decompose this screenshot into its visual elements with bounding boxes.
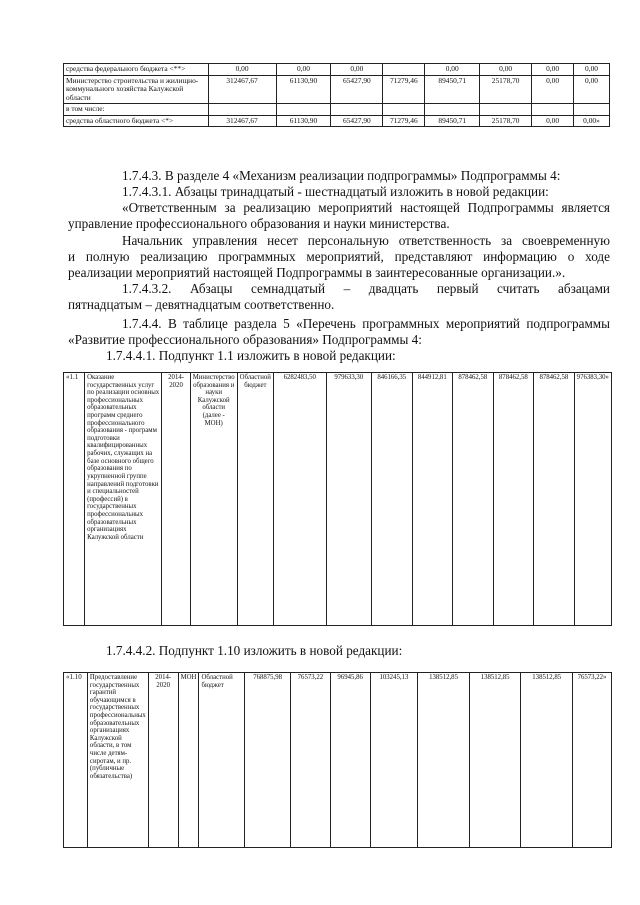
paragraph: 1.7.4.4.2. Подпункт 1.10 изложить в новой редакции: bbox=[106, 643, 403, 658]
paragraph: 1.7.4.3.1. Абзацы тринадцатый - шестнадцатый изложить в новой редакции: bbox=[122, 184, 549, 199]
cell-value: 65427,90 bbox=[331, 115, 383, 127]
row-label: Министерство строительства и жилищно-коммунального хозяйства Калужской области bbox=[64, 75, 209, 104]
table-row bbox=[64, 104, 610, 116]
cell-value bbox=[276, 104, 331, 116]
row-label: средства федерального бюджета <**> bbox=[64, 64, 209, 76]
row-number: «1.10 bbox=[64, 673, 88, 848]
cell-value: 0,00 bbox=[331, 64, 383, 76]
cell-value: 0,00 bbox=[532, 75, 574, 104]
period: 2014-2020 bbox=[162, 373, 190, 626]
cell-value: 979633,30 bbox=[326, 373, 371, 626]
cell-value bbox=[383, 104, 425, 116]
paragraph: реализации мероприятий настоящей Подпрограммы в заинтересованные организации.». bbox=[68, 265, 566, 280]
executor: МОН bbox=[178, 673, 199, 848]
cell-value: 61130,90 bbox=[276, 75, 331, 104]
cell-value: 0,00 bbox=[480, 64, 532, 76]
cell-value bbox=[331, 104, 383, 116]
cell-value bbox=[208, 104, 276, 116]
cell-value: 65427,90 bbox=[331, 75, 383, 104]
paragraph: 1.7.4.4. В таблице раздела 5 «Перечень программных мероприятий подпрограммы bbox=[122, 316, 610, 331]
cell-value bbox=[532, 104, 574, 116]
table-row bbox=[64, 373, 612, 626]
cell-value: 0,00 bbox=[532, 115, 574, 127]
cell-value: 0,00 bbox=[574, 75, 610, 104]
cell-value: 89450,71 bbox=[425, 75, 480, 104]
cell-value: 71279,46 bbox=[383, 115, 425, 127]
cell-value: 89450,71 bbox=[425, 115, 480, 127]
cell-value: 846166,35 bbox=[372, 373, 413, 626]
cell-value bbox=[480, 104, 532, 116]
row-number: «1.1 bbox=[64, 373, 85, 626]
cell-value: 0,00 bbox=[276, 64, 331, 76]
table-row bbox=[64, 115, 610, 127]
paragraph: 1.7.4.4.1. Подпункт 1.1 изложить в новой редакции: bbox=[106, 348, 396, 363]
cell-value: 768875,98 bbox=[245, 673, 291, 848]
cell-value bbox=[383, 64, 425, 76]
paragraph: «Ответственным за реализацию мероприятий настоящей Подпрограммы является bbox=[122, 200, 610, 215]
cell-value: 71279,46 bbox=[383, 75, 425, 104]
cell-value: 25178,70 bbox=[480, 115, 532, 127]
funding-source: Областной бюджет bbox=[237, 373, 273, 626]
paragraph: и полную реализацию программных мероприятий, представляют информацию о ходе bbox=[68, 249, 610, 264]
cell-value: 878462,58 bbox=[453, 373, 494, 626]
table-row bbox=[64, 673, 612, 848]
program-table-row-1-1 bbox=[63, 372, 612, 626]
paragraph: 1.7.4.3. В разделе 4 «Механизм реализации подпрограммы» Подпрограммы 4: bbox=[122, 168, 561, 183]
cell-value: 138512,85 bbox=[521, 673, 573, 848]
executor: Министерство образования и науки Калужской области (далее - МОН) bbox=[190, 373, 237, 626]
cell-value: 0,00» bbox=[574, 115, 610, 127]
row-label: в том числе: bbox=[64, 104, 209, 116]
paragraph: «Развитие профессионального образования» Подпрограммы 4: bbox=[68, 332, 422, 347]
cell-value: 878462,58 bbox=[534, 373, 575, 626]
cell-value: 0,00 bbox=[574, 64, 610, 76]
paragraph: Начальник управления несет персональную ответственность за своевременную bbox=[122, 233, 610, 248]
cell-value: 61130,90 bbox=[276, 115, 331, 127]
measure-name: Оказание государственных услуг по реализации основных профессиональных образовательных программ среднего профессионального образования - программ подготовки квалифицированных рабочих, служащих на базе основного общего образования по укрупненной группе направлений подготовки и специальностей (профессий) в государственных профессиональных образовательных организациях Калужской области bbox=[85, 373, 162, 626]
cell-value: 844912,81 bbox=[412, 373, 453, 626]
cell-value: 312467,67 bbox=[208, 75, 276, 104]
cell-value bbox=[425, 104, 480, 116]
cell-value bbox=[574, 104, 610, 116]
cell-value: 0,00 bbox=[425, 64, 480, 76]
cell-value: 96945,86 bbox=[330, 673, 370, 848]
cell-value: 103245,13 bbox=[370, 673, 418, 848]
paragraph: управление профессионального образования и науки министерства. bbox=[68, 216, 450, 231]
cell-value: 878462,58 bbox=[493, 373, 534, 626]
paragraph: пятнадцатым – девятнадцатым соответственно. bbox=[68, 297, 335, 312]
period: 2014-2020 bbox=[148, 673, 178, 848]
table-row bbox=[64, 64, 610, 76]
cell-value: 0,00 bbox=[532, 64, 574, 76]
cell-value: 76573,22 bbox=[291, 673, 331, 848]
cell-value: 138512,85 bbox=[418, 673, 470, 848]
row-label: средства областного бюджета <*> bbox=[64, 115, 209, 127]
funding-source: Областной бюджет bbox=[199, 673, 245, 848]
cell-value: 25178,70 bbox=[480, 75, 532, 104]
cell-value: 6282483,50 bbox=[273, 373, 326, 626]
cell-value: 76573,22» bbox=[573, 673, 612, 848]
cell-value: 312467,67 bbox=[208, 115, 276, 127]
cell-value: 0,00 bbox=[208, 64, 276, 76]
table-row bbox=[64, 75, 610, 104]
measure-name: Предоставление государственных гарантий обучающимся в государственных профессиональных образовательных организациях Калужской области, в том числе детям-сиротам, и пр. (публичные обязательства) bbox=[87, 673, 148, 848]
paragraph: 1.7.4.3.2. Абзацы семнадцатый – двадцать первый считать абзацами bbox=[122, 281, 610, 296]
cell-value: 138512,85 bbox=[469, 673, 521, 848]
budget-table-top bbox=[63, 63, 610, 127]
program-table-row-1-10 bbox=[63, 672, 612, 848]
cell-value: 976383,30» bbox=[574, 373, 611, 626]
